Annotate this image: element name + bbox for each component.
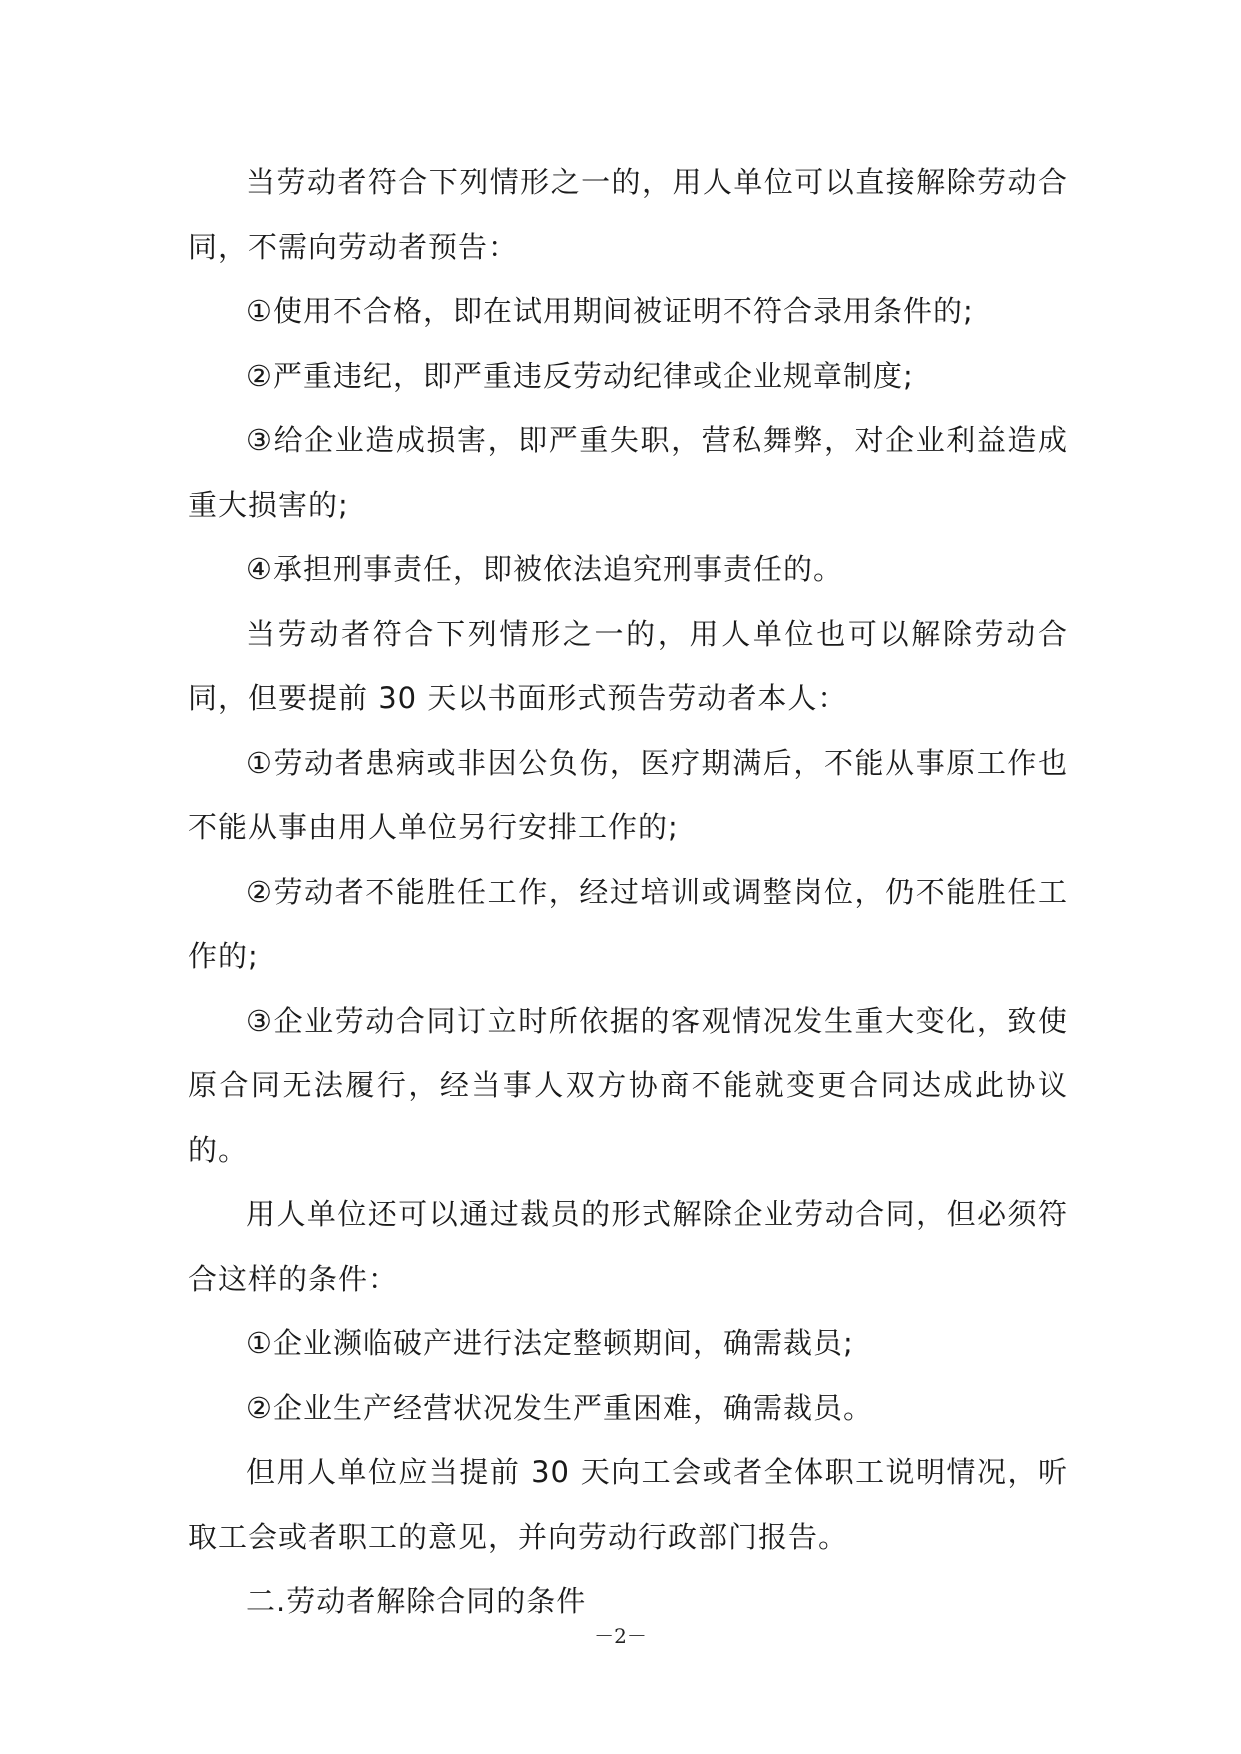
list-item: ①企业濒临破产进行法定整顿期间，确需裁员; xyxy=(246,1326,854,1360)
list-item: ③给企业造成损害，即严重失职，营私舞弊，对企业利益造成重大损害的; xyxy=(188,423,1068,522)
list-item: ②企业生产经营状况发生严重困难，确需裁员。 xyxy=(246,1390,873,1425)
list-item: ③企业劳动合同订立时所依据的客观情况发生重大变化，致使原合同无法履行，经当事人双方协商不能就变更合同达成此协议的。 xyxy=(188,1003,1068,1167)
section-heading: 二.劳动者解除合同的条件 xyxy=(246,1584,587,1618)
paragraph: 用人单位还可以通过裁员的形式解除企业劳动合同，但必须符合这样的条件： xyxy=(188,1197,1068,1296)
list-item: ②严重违纪，即严重违反劳动纪律或企业规章制度; xyxy=(246,358,914,393)
page-number: －2－ xyxy=(594,1624,647,1648)
list-item: ②劳动者不能胜任工作，经过培训或调整岗位，仍不能胜任工作的; xyxy=(188,874,1068,973)
paragraph: 但用人单位应当提前 30 天向工会或者全体职工说明情况，听取工会或者职工的意见，并向劳动行政部门报告。 xyxy=(188,1455,1068,1554)
list-item: ①劳动者患病或非因公负伤，医疗期满后，不能从事原工作也不能从事由用人单位另行安排工作的; xyxy=(188,745,1068,844)
document-body xyxy=(188,150,1068,1634)
list-item: ④承担刑事责任，即被依法追究刑事责任的。 xyxy=(246,552,843,586)
list-item: ①使用不合格，即在试用期间被证明不符合录用条件的; xyxy=(246,294,974,328)
paragraph: 当劳动者符合下列情形之一的，用人单位可以直接解除劳动合同，不需向劳动者预告： xyxy=(188,165,1068,264)
paragraph: 当劳动者符合下列情形之一的，用人单位也可以解除劳动合同，但要提前 30 天以书面形式预告劳动者本人： xyxy=(188,616,1068,715)
